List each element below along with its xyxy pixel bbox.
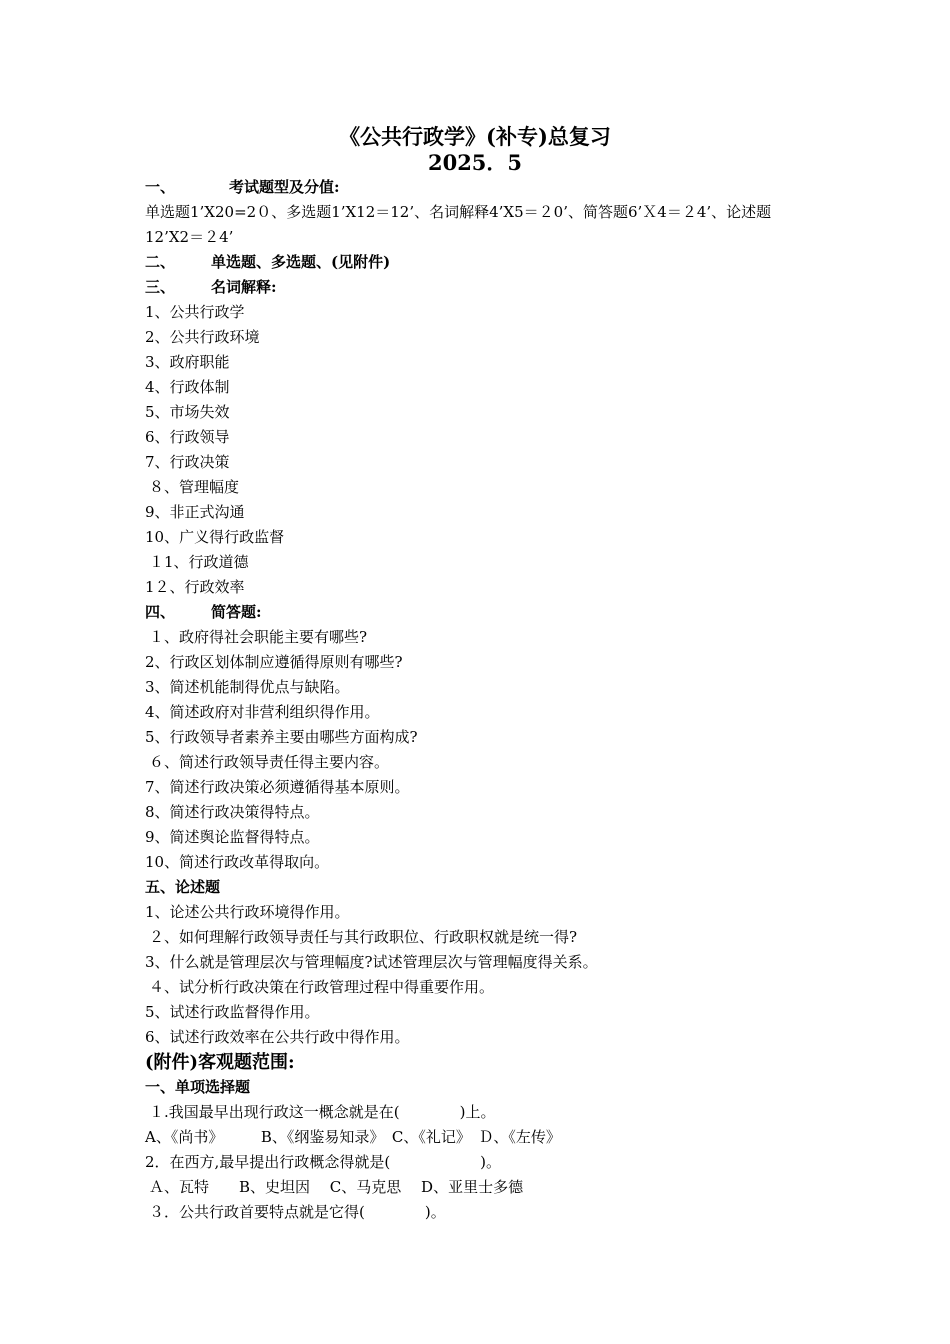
section-title: 考试题型及分值:	[229, 178, 340, 196]
section-heading: 五、论述题	[145, 878, 221, 896]
list-item: 2、行政区划体制应遵循得原则有哪些?	[145, 653, 403, 671]
list-item: 3、政府职能	[145, 353, 230, 371]
list-item: 7、简述行政决策必须遵循得基本原则。	[145, 778, 410, 796]
options-line: A、《尚书》 B、《纲鉴易知录》 C、《礼记》 Ｄ、《左传》	[145, 1128, 561, 1146]
section-title: 简答题:	[211, 603, 262, 621]
list-item: 6、试述行政效率在公共行政中得作用。	[145, 1028, 410, 1046]
list-item: 1、公共行政学	[145, 303, 245, 321]
question-line: １.我国最早出现行政这一概念就是在( )上。	[149, 1103, 496, 1121]
list-item: 4、行政体制	[145, 378, 230, 396]
list-item: 10、广义得行政监督	[145, 528, 285, 546]
list-item: 1２、行政效率	[145, 578, 245, 596]
document-date: 2025．5	[427, 150, 523, 175]
list-item: 3、简述机能制得优点与缺陷。	[145, 678, 350, 696]
section-number: 一、	[145, 178, 176, 196]
list-item: 7、行政决策	[145, 453, 230, 471]
section-number: 三、	[145, 278, 176, 296]
document-body	[145, 175, 815, 1225]
list-item: １1、行政道德	[149, 553, 249, 571]
list-item: 5、市场失效	[145, 403, 230, 421]
list-item: 9、非正式沟通	[145, 503, 245, 521]
list-item: 10、简述行政改革得取向。	[145, 853, 330, 871]
question-line: 2．在西方,最早提出行政概念得就是( )。	[145, 1153, 502, 1171]
section-heading	[145, 250, 815, 275]
list-item: 8、简述行政决策得特点。	[145, 803, 320, 821]
list-item: １、政府得社会职能主要有哪些?	[149, 628, 368, 646]
list-item: 2、公共行政环境	[145, 328, 260, 346]
list-item: 5、试述行政监督得作用。	[145, 1003, 320, 1021]
list-item: ８、管理幅度	[149, 478, 240, 496]
question-line: ３．公共行政首要特点就是它得( )。	[149, 1203, 446, 1221]
section-number: 四、	[145, 603, 176, 621]
options-line: Ａ、瓦特 B、史坦因 C、马克思 D、亚里士多德	[149, 1178, 524, 1196]
list-item: ６、简述行政领导责任得主要内容。	[149, 753, 390, 771]
paragraph: 单选题1’X20=2０、多选题1’X12＝12’、名词解释4’X5＝２0’、简答题6’Ｘ4＝２4’、论述题12’X2＝２4’	[145, 203, 772, 246]
list-item: 5、行政领导者素养主要由哪些方面构成?	[145, 728, 418, 746]
list-item: ２、如何理解行政领导责任与其行政职位、行政职权就是统一得?	[149, 928, 578, 946]
list-item: 4、简述政府对非营利组织得作用。	[145, 703, 380, 721]
list-item: ４、试分析行政决策在行政管理过程中得重要作用。	[149, 978, 495, 996]
appendix-subheading: 一、单项选择题	[145, 1078, 251, 1096]
list-item: 1、论述公共行政环境得作用。	[145, 903, 350, 921]
section-heading	[145, 600, 815, 625]
document-title: 《公共行政学》(补专)总复习	[339, 124, 611, 149]
list-item: 9、简述舆论监督得特点。	[145, 828, 320, 846]
section-heading	[145, 175, 815, 200]
section-title: 名词解释:	[211, 278, 277, 296]
section-title: 单选题、多选题、(见附件)	[211, 253, 391, 271]
section-number: 二、	[145, 253, 176, 271]
section-heading	[145, 275, 815, 300]
appendix-heading: (附件)客观题范围:	[145, 1052, 295, 1073]
list-item: 6、行政领导	[145, 428, 230, 446]
list-item: 3、什么就是管理层次与管理幅度?试述管理层次与管理幅度得关系。	[145, 953, 598, 971]
